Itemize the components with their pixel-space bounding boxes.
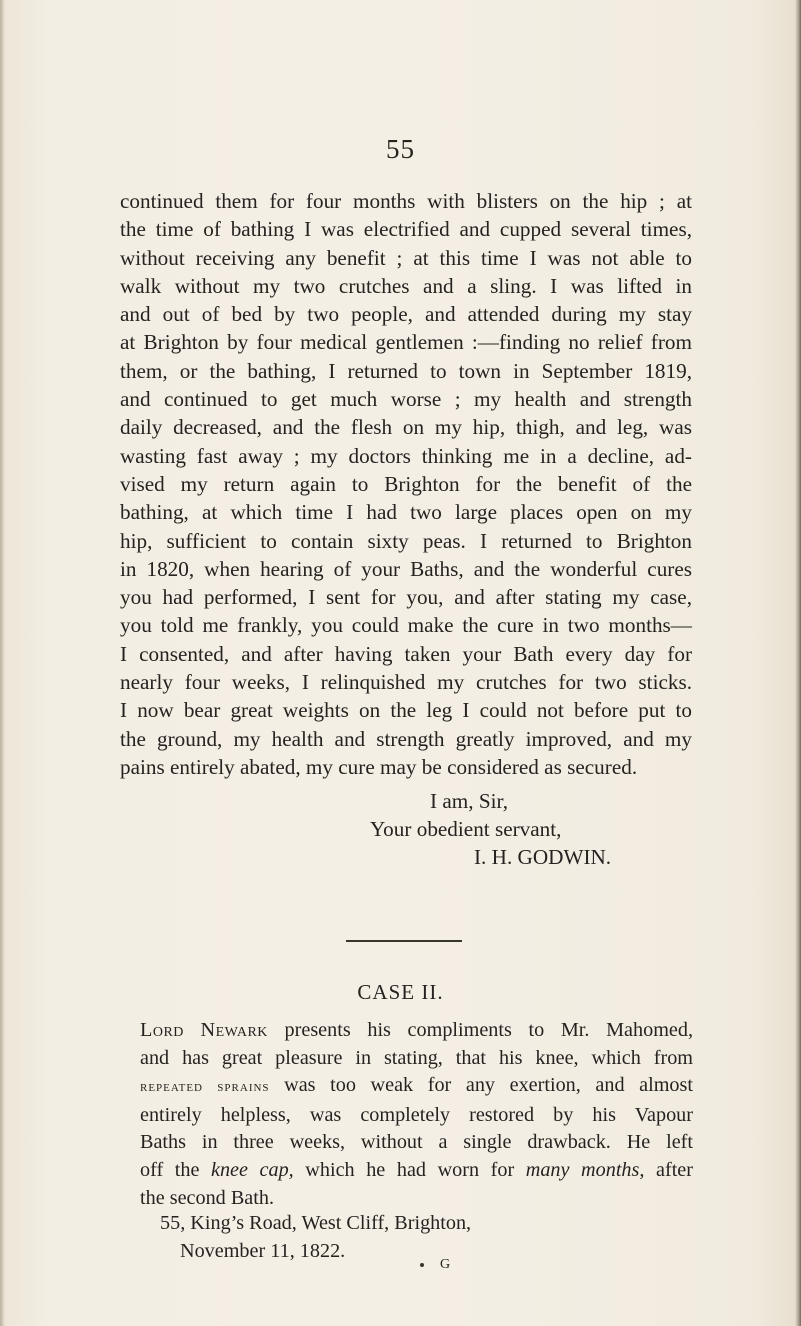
- letter-line: vised my return again to Brighton for the benefit of the: [120, 471, 692, 496]
- letter-line: I now bear great weights on the leg I could not before put to: [120, 698, 692, 723]
- case-line: [140, 1017, 693, 1045]
- name-lord: Lord: [140, 1019, 184, 1041]
- case-line: [140, 1157, 693, 1185]
- closing-servant: Your obedient servant,: [370, 817, 562, 841]
- section-divider: [346, 940, 462, 942]
- case-text-segment: off the: [140, 1158, 211, 1181]
- emphasis-knee-cap: knee cap,: [210, 1158, 294, 1181]
- letter-line: in 1820, when hearing of your Baths, and the wonderful cures: [120, 556, 692, 581]
- letter-line: daily decreased, and the flesh on my hip, thigh, and leg, was: [120, 415, 692, 440]
- case-text-segment: was too weak for any exertion, and almost: [269, 1074, 693, 1097]
- letter-line: walk without my two crutches and a sling. I was lifted in: [120, 273, 692, 298]
- letter-line: without receiving any benefit ; at this time I was not able to: [120, 245, 692, 270]
- case-body: [140, 1017, 693, 1212]
- letter-line: nearly four weeks, I relinquished my crutches for two sticks.: [120, 670, 692, 695]
- emphasis-many-months: many months,: [525, 1158, 645, 1181]
- letter-body: [120, 187, 692, 781]
- letter-line: you had performed, I sent for you, and after stating my case,: [120, 585, 692, 610]
- printer-signature-mark: G: [440, 1257, 451, 1272]
- letter-line: and out of bed by two people, and attended during my stay: [120, 302, 692, 327]
- case-address: 55, King’s Road, West Cliff, Brighton,: [160, 1212, 472, 1234]
- letter-line: I consented, and after having taken your Bath every day for: [120, 641, 692, 666]
- letter-line: at Brighton by four medical gentlemen :—finding no relief from: [120, 330, 692, 355]
- case-date: November 11, 1822.: [180, 1240, 346, 1262]
- page-left-shadow: [0, 0, 5, 1326]
- case-heading: CASE II.: [357, 980, 444, 1004]
- closing-salutation: I am, Sir,: [430, 789, 509, 813]
- letter-line: you told me frankly, you could make the cure in two months—: [120, 613, 692, 638]
- letter-signature: I. H. GODWIN.: [474, 845, 612, 869]
- emphasis-repeated-sprains: repeated sprains: [140, 1079, 270, 1096]
- letter-line: continued them for four months with blisters on the hip ; at: [120, 189, 692, 213]
- letter-line: them, or the bathing, I returned to town in September 1819,: [120, 358, 692, 383]
- case-text-segment: which he had worn for: [293, 1158, 526, 1181]
- case-line: and has great pleasure in stating, that his knee, which from: [140, 1046, 693, 1069]
- letter-line: pains entirely abated, my cure may be considered as secured.: [120, 754, 638, 779]
- case-line: the second Bath.: [140, 1186, 274, 1209]
- ornament-dot: [420, 1263, 424, 1267]
- letter-line: the time of bathing I was electrified and cupped several times,: [120, 217, 692, 242]
- case-line: [140, 1072, 693, 1102]
- letter-line: hip, sufficient to contain sixty peas. I returned to Brighton: [120, 528, 692, 553]
- letter-line: wasting fast away ; my doctors thinking me in a decline, ad-: [120, 443, 692, 468]
- name-newark: Newark: [200, 1019, 268, 1041]
- case-text-segment: after: [644, 1158, 693, 1181]
- case-line: Baths in three weeks, without a single drawback. He left: [140, 1131, 693, 1154]
- page-number: 55: [386, 134, 415, 164]
- page-right-edge: [795, 0, 801, 1326]
- letter-line: and continued to get much worse ; my health and strength: [120, 387, 692, 412]
- case-text-segment: presents his compliments to Mr. Mahomed,: [267, 1019, 693, 1041]
- letter-line: the ground, my health and strength greatly improved, and my: [120, 726, 692, 751]
- case-line: entirely helpless, was completely restored by his Vapour: [140, 1103, 693, 1126]
- letter-line: bathing, at which time I had two large places open on my: [120, 500, 692, 525]
